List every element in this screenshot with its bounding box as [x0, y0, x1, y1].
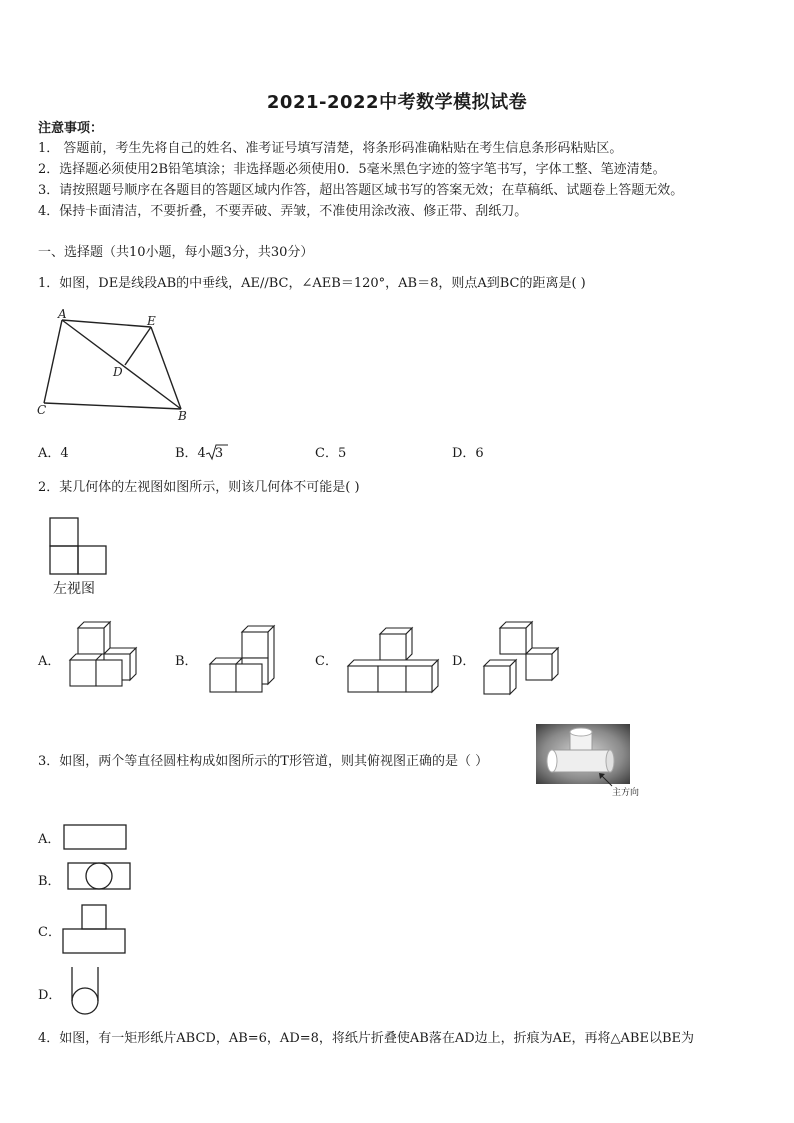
- q1-option-b-label: B．4: [175, 446, 206, 461]
- label-C: C: [37, 403, 47, 417]
- q1-option-a[interactable]: A．4: [38, 446, 69, 461]
- q2-figure-c: [344, 626, 440, 696]
- q1-figure: [34, 306, 194, 426]
- q3-option-c[interactable]: C．: [38, 925, 61, 940]
- q1-option-b-radicand: 3: [214, 446, 224, 461]
- notice-item: 3．请按照题号顺序在各题目的答题区域内作答，超出答题区域书写的答案无效；在草稿纸、试题卷上答题无效。: [38, 183, 684, 198]
- q3-figure-b: [66, 860, 134, 892]
- q3-figure-d: [68, 965, 104, 1019]
- left-view-caption: 左视图: [53, 581, 95, 597]
- q3-option-d[interactable]: D．: [38, 988, 62, 1003]
- notice-item: 4．保持卡面清洁，不要折叠，不要弄破、弄皱，不准使用涂改液、修正带、刮纸刀。: [38, 204, 528, 219]
- q1-option-c[interactable]: C．5: [315, 446, 347, 461]
- question-1-text: 1．如图，DE是线段AB的中垂线，AE//BC，∠AEB＝120°，AB＝8，则点A到BC的距离是( ): [38, 276, 586, 291]
- page-title: 2021-2022中考数学模拟试卷: [266, 92, 528, 113]
- sqrt-symbol: [207, 446, 223, 461]
- q1-option-d[interactable]: D．6: [452, 446, 484, 461]
- q1-option-b[interactable]: [175, 442, 223, 461]
- q3-figure-a: [62, 823, 130, 853]
- q3-option-b[interactable]: B．: [38, 874, 61, 889]
- label-A: A: [58, 307, 67, 321]
- section-heading: 一、选择题（共10小题，每小题3分，共30分）: [38, 245, 314, 260]
- q2-figure-b: [206, 624, 280, 696]
- label-D: D: [113, 365, 123, 379]
- q2-option-a[interactable]: A．: [38, 654, 61, 669]
- notice-item: 1． 答题前，考生先将自己的姓名、准考证号填写清楚，将条形码准确粘贴在考生信息条形码粘贴区。: [38, 141, 623, 156]
- q2-figure-d: [480, 618, 560, 698]
- label-B: B: [178, 409, 187, 423]
- q3-option-a[interactable]: A．: [38, 832, 61, 847]
- notice-item: 2．选择题必须使用2B铅笔填涂；非选择题必须使用0．5毫米黑色字迹的签字笔书写，字体工整、笔迹清楚。: [38, 162, 666, 177]
- q2-option-b[interactable]: B．: [175, 654, 198, 669]
- q2-option-d[interactable]: D．: [452, 654, 476, 669]
- q2-option-c[interactable]: C．: [315, 654, 338, 669]
- notice-heading: 注意事项：: [38, 121, 104, 136]
- question-3-text: 3．如图，两个等直径圆柱构成如图所示的T形管道，则其俯视图正确的是（ ）: [38, 754, 489, 769]
- left-view-figure: [48, 516, 110, 576]
- q2-figure-a: [66, 620, 138, 690]
- photo-caption: 主方向: [612, 788, 640, 798]
- question-2-text: 2．某几何体的左视图如图所示，则该几何体不可能是( ): [38, 480, 360, 495]
- question-4-text: 4．如图，有一矩形纸片ABCD，AB=6，AD=8，将纸片折叠使AB落在AD边上，折痕为AE，再将△ABE以BE为: [38, 1031, 695, 1046]
- label-E: E: [147, 314, 156, 328]
- q3-figure-c: [60, 903, 130, 957]
